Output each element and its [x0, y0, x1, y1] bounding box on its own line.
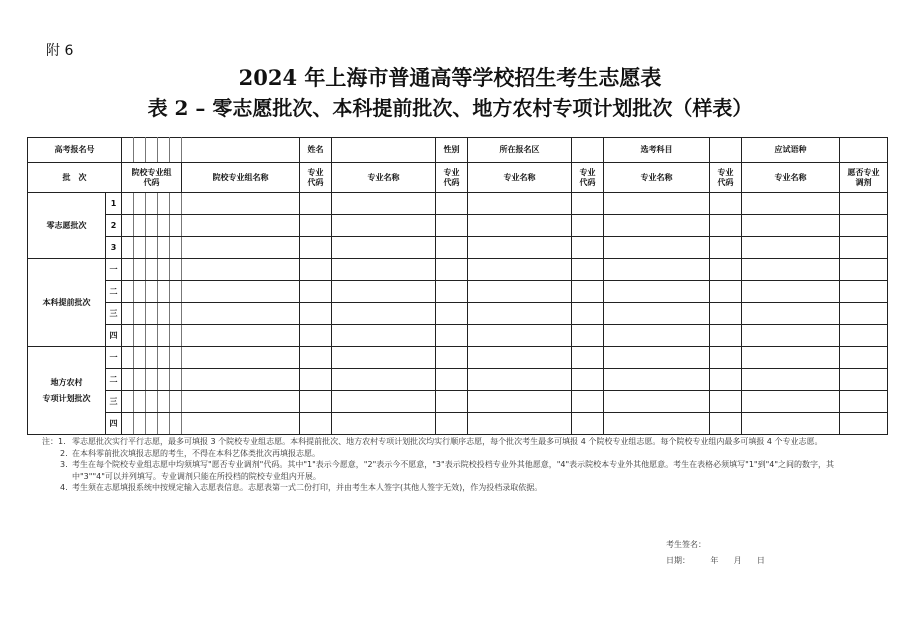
group-code-digit-cell[interactable]: [134, 237, 146, 259]
choice-row: [28, 281, 888, 303]
major-code-cell[interactable]: [300, 303, 332, 325]
major-code-cell[interactable]: [300, 237, 332, 259]
major-code-cell[interactable]: [572, 215, 604, 237]
batch-name-cell: [28, 347, 106, 435]
major-code-cell[interactable]: [572, 369, 604, 391]
group-code-digit-cell[interactable]: [134, 347, 146, 369]
major-code-header-line1: 专业: [579, 167, 596, 177]
major-name-header: 专业名称: [742, 163, 840, 193]
major-code-cell[interactable]: [572, 303, 604, 325]
choice-row: [28, 369, 888, 391]
group-code-digit-cell[interactable]: [170, 193, 182, 215]
major-name-cell[interactable]: [742, 237, 840, 259]
group-code-digit-cell[interactable]: [122, 215, 134, 237]
group-code-digit-cell[interactable]: [122, 193, 134, 215]
exam-id-digit-cell[interactable]: [134, 138, 146, 163]
group-code-digit-cell[interactable]: [146, 413, 158, 435]
major-code-cell[interactable]: [300, 347, 332, 369]
group-code-header-line2: 代码: [143, 177, 160, 187]
major-name-cell[interactable]: [742, 193, 840, 215]
notes-section: [42, 436, 842, 494]
group-code-digit-cell[interactable]: [158, 259, 170, 281]
major-code-header: [300, 163, 332, 193]
group-code-digit-cell[interactable]: [122, 259, 134, 281]
subject-field[interactable]: [710, 138, 742, 163]
group-code-digit-cell[interactable]: [122, 413, 134, 435]
major-name-cell[interactable]: [604, 369, 710, 391]
major-name-cell[interactable]: [468, 237, 572, 259]
subject-label: 选考科目: [604, 138, 710, 163]
major-name-cell[interactable]: [604, 325, 710, 347]
group-code-digit-cell[interactable]: [146, 369, 158, 391]
choice-number: 一: [106, 259, 122, 281]
district-label: 所在报名区: [468, 138, 572, 163]
group-name-cell[interactable]: [182, 325, 300, 347]
group-code-digit-cell[interactable]: [170, 347, 182, 369]
major-code-cell[interactable]: [710, 215, 742, 237]
exam-id-digit-cell[interactable]: [122, 138, 134, 163]
group-name-cell[interactable]: [182, 281, 300, 303]
choice-row: [28, 259, 888, 281]
language-label: 应试语种: [742, 138, 840, 163]
major-code-cell[interactable]: [710, 281, 742, 303]
group-code-digit-cell[interactable]: [158, 369, 170, 391]
major-code-cell[interactable]: [436, 281, 468, 303]
choice-row: [28, 303, 888, 325]
major-code-header: [710, 163, 742, 193]
major-name-cell[interactable]: [742, 391, 840, 413]
major-name-cell[interactable]: [468, 391, 572, 413]
adjust-cell[interactable]: [840, 215, 888, 237]
group-code-digit-cell[interactable]: [134, 391, 146, 413]
adjust-cell[interactable]: [840, 259, 888, 281]
choice-number: 二: [106, 369, 122, 391]
major-name-cell[interactable]: [604, 391, 710, 413]
major-code-cell[interactable]: [710, 413, 742, 435]
exam-id-digit-cell[interactable]: [158, 138, 170, 163]
adjust-cell[interactable]: [840, 303, 888, 325]
group-code-header-line1: 院校专业组: [131, 167, 172, 177]
major-code-cell[interactable]: [710, 193, 742, 215]
group-code-digit-cell[interactable]: [158, 325, 170, 347]
major-code-cell[interactable]: [572, 193, 604, 215]
group-code-digit-cell[interactable]: [146, 325, 158, 347]
major-code-cell[interactable]: [300, 391, 332, 413]
major-name-cell[interactable]: [742, 303, 840, 325]
info-row: [28, 138, 888, 163]
major-code-cell[interactable]: [436, 193, 468, 215]
group-code-digit-cell[interactable]: [146, 303, 158, 325]
group-code-digit-cell[interactable]: [158, 391, 170, 413]
group-code-digit-cell[interactable]: [170, 237, 182, 259]
major-name-cell[interactable]: [604, 259, 710, 281]
major-name-header: 专业名称: [468, 163, 572, 193]
major-code-cell[interactable]: [572, 281, 604, 303]
major-name-header: 专业名称: [604, 163, 710, 193]
group-name-cell[interactable]: [182, 259, 300, 281]
major-name-cell[interactable]: [468, 281, 572, 303]
group-name-cell[interactable]: [182, 369, 300, 391]
major-code-cell[interactable]: [436, 259, 468, 281]
batch-name-line: 专项计划批次: [42, 393, 91, 403]
note-number: 3.: [60, 460, 68, 470]
major-code-cell[interactable]: [572, 347, 604, 369]
major-code-cell[interactable]: [710, 391, 742, 413]
major-name-cell[interactable]: [332, 281, 436, 303]
choice-number: 四: [106, 413, 122, 435]
major-code-cell[interactable]: [710, 259, 742, 281]
major-name-cell[interactable]: [468, 347, 572, 369]
batch-header: 批 次: [28, 163, 122, 193]
major-name-cell[interactable]: [332, 193, 436, 215]
major-name-cell[interactable]: [604, 413, 710, 435]
major-name-cell[interactable]: [332, 303, 436, 325]
group-code-digit-cell[interactable]: [158, 413, 170, 435]
major-name-cell[interactable]: [604, 215, 710, 237]
group-code-digit-cell[interactable]: [146, 347, 158, 369]
exam-id-field[interactable]: [182, 138, 300, 163]
group-code-digit-cell[interactable]: [146, 391, 158, 413]
major-name-cell[interactable]: [332, 215, 436, 237]
group-code-digit-cell[interactable]: [170, 369, 182, 391]
major-name-cell[interactable]: [468, 215, 572, 237]
major-code-header-line1: 专业: [717, 167, 734, 177]
group-code-digit-cell[interactable]: [170, 215, 182, 237]
group-code-digit-cell[interactable]: [158, 193, 170, 215]
form-title: 2024 年上海市普通高等学校招生考生志愿表: [238, 65, 662, 90]
choice-row: [28, 347, 888, 369]
note-number: 2.: [60, 448, 68, 458]
date-label: 日期：: [666, 556, 690, 565]
major-code-cell[interactable]: [300, 281, 332, 303]
major-code-cell[interactable]: [710, 369, 742, 391]
major-name-cell[interactable]: [742, 325, 840, 347]
year-label: 年: [710, 556, 719, 565]
major-name-cell[interactable]: [468, 325, 572, 347]
adjust-cell[interactable]: [840, 413, 888, 435]
major-name-cell[interactable]: [742, 369, 840, 391]
group-code-digit-cell[interactable]: [158, 281, 170, 303]
language-field[interactable]: [840, 138, 888, 163]
major-name-cell[interactable]: [332, 413, 436, 435]
batch-name-line: 零志愿批次: [46, 220, 87, 230]
major-name-cell[interactable]: [742, 215, 840, 237]
major-name-cell[interactable]: [742, 347, 840, 369]
group-code-digit-cell[interactable]: [122, 391, 134, 413]
choice-number: 四: [106, 325, 122, 347]
major-code-cell[interactable]: [436, 215, 468, 237]
group-name-cell[interactable]: [182, 347, 300, 369]
signature-row: [666, 537, 765, 553]
group-code-digit-cell[interactable]: [134, 215, 146, 237]
major-name-cell[interactable]: [468, 193, 572, 215]
gender-label: 性别: [436, 138, 468, 163]
major-code-header-line1: 专业: [307, 167, 324, 177]
major-name-cell[interactable]: [332, 259, 436, 281]
group-code-digit-cell[interactable]: [122, 325, 134, 347]
district-field[interactable]: [572, 138, 604, 163]
adjust-cell[interactable]: [840, 281, 888, 303]
group-code-digit-cell[interactable]: [158, 347, 170, 369]
day-label: 日: [756, 556, 765, 565]
group-code-digit-cell[interactable]: [146, 281, 158, 303]
group-name-cell[interactable]: [182, 237, 300, 259]
choice-number: 二: [106, 281, 122, 303]
major-name-cell[interactable]: [332, 237, 436, 259]
adjust-cell[interactable]: [840, 237, 888, 259]
signature-block: [666, 537, 765, 569]
major-code-cell[interactable]: [572, 413, 604, 435]
group-code-digit-cell[interactable]: [134, 325, 146, 347]
major-name-cell[interactable]: [332, 347, 436, 369]
major-code-cell[interactable]: [710, 347, 742, 369]
group-name-cell[interactable]: [182, 391, 300, 413]
group-code-digit-cell[interactable]: [134, 259, 146, 281]
application-form-table: [27, 137, 888, 435]
major-code-cell[interactable]: [710, 237, 742, 259]
group-code-digit-cell[interactable]: [170, 325, 182, 347]
major-code-cell[interactable]: [300, 215, 332, 237]
note-text: 考生须在志愿填报系统中按规定输入志愿表信息。志愿表第一式二份打印，并由考生本人签字(其他人签字无效)，作为投档录取依据。: [72, 483, 543, 493]
group-code-digit-cell[interactable]: [134, 281, 146, 303]
choice-number: 1: [106, 193, 122, 215]
major-code-cell[interactable]: [436, 303, 468, 325]
major-code-cell[interactable]: [300, 193, 332, 215]
note-number: 注：1.: [42, 437, 66, 446]
group-code-digit-cell[interactable]: [122, 347, 134, 369]
choice-number: 三: [106, 303, 122, 325]
group-code-digit-cell[interactable]: [134, 303, 146, 325]
major-name-cell[interactable]: [604, 281, 710, 303]
signature-label: 考生签名：: [666, 540, 706, 549]
note-text: 在本科零前批次填报志愿的考生，不得在本科艺体类批次再填报志愿。: [72, 448, 320, 458]
major-code-cell[interactable]: [572, 237, 604, 259]
batch-name-cell: [28, 259, 106, 347]
group-code-digit-cell[interactable]: [134, 193, 146, 215]
batch-name-cell: [28, 193, 106, 259]
group-code-digit-cell[interactable]: [170, 303, 182, 325]
major-code-cell[interactable]: [300, 413, 332, 435]
group-code-digit-cell[interactable]: [170, 413, 182, 435]
major-name-cell[interactable]: [742, 413, 840, 435]
batch-name-line: 本科提前批次: [42, 297, 91, 307]
note-number: 4.: [60, 483, 68, 493]
major-code-header-line2: 代码: [579, 177, 596, 187]
major-code-header-line2: 代码: [717, 177, 734, 187]
major-code-header: [436, 163, 468, 193]
batch-name-line: 地方农村: [50, 377, 83, 387]
exam-id-digit-cell[interactable]: [146, 138, 158, 163]
name-field[interactable]: [332, 138, 436, 163]
choice-number: 一: [106, 347, 122, 369]
group-name-cell[interactable]: [182, 303, 300, 325]
adjust-cell[interactable]: [840, 325, 888, 347]
adjust-cell[interactable]: [840, 391, 888, 413]
major-code-cell[interactable]: [710, 325, 742, 347]
choice-row: [28, 413, 888, 435]
group-code-digit-cell[interactable]: [134, 369, 146, 391]
note-item: [42, 448, 842, 460]
group-code-digit-cell[interactable]: [146, 215, 158, 237]
major-name-cell[interactable]: [468, 413, 572, 435]
adjust-header-line1: 愿否专业: [847, 167, 880, 177]
group-code-digit-cell[interactable]: [122, 369, 134, 391]
major-code-cell[interactable]: [436, 347, 468, 369]
choice-row: [28, 325, 888, 347]
adjust-header: [840, 163, 888, 193]
major-code-header-line1: 专业: [443, 167, 460, 177]
major-code-header-line2: 代码: [307, 177, 324, 187]
group-code-digit-cell[interactable]: [122, 303, 134, 325]
choice-row: [28, 193, 888, 215]
attachment-label: 附 6: [46, 43, 74, 59]
note-text: 考生在每个院校专业组志愿中均须填写"愿否专业调剂"代码。其中"1"表示今愿意，"2"表示今不愿意，"3"表示院校投档专业外其他愿意，"4"表示院校本专业外其他愿意。考生在表格必须填写"1"到"4"之间的数字，其中"3""4"可以并列填写。专业调剂只能在所投档的院校专业组内开展。: [72, 460, 835, 481]
group-name-cell[interactable]: [182, 193, 300, 215]
major-name-cell[interactable]: [468, 303, 572, 325]
group-code-digit-cell[interactable]: [134, 413, 146, 435]
note-text: 零志愿批次实行平行志愿，最多可填报 3 个院校专业组志愿。本科提前批次、地方农村专项计划批次均实行顺序志愿，每个批次考生最多可填报 4 个院校专业组志愿。每个院校专业组内最多可填报 4 个专业志愿。: [72, 437, 823, 446]
note-item: [42, 459, 842, 482]
note-item: [42, 436, 842, 448]
month-label: 月: [733, 556, 742, 565]
adjust-cell[interactable]: [840, 347, 888, 369]
date-row: [666, 553, 765, 569]
major-name-cell[interactable]: [468, 259, 572, 281]
exam-id-digit-cell[interactable]: [170, 138, 182, 163]
group-name-cell[interactable]: [182, 413, 300, 435]
choice-number: 2: [106, 215, 122, 237]
group-code-digit-cell[interactable]: [146, 193, 158, 215]
group-code-digit-cell[interactable]: [146, 237, 158, 259]
major-code-cell[interactable]: [572, 391, 604, 413]
exam-id-label: 高考报名号: [28, 138, 122, 163]
major-name-cell[interactable]: [332, 325, 436, 347]
name-label: 姓名: [300, 138, 332, 163]
choice-number: 3: [106, 237, 122, 259]
note-item: [42, 482, 842, 494]
choice-row: [28, 391, 888, 413]
group-code-digit-cell[interactable]: [146, 259, 158, 281]
major-code-header-line2: 代码: [443, 177, 460, 187]
group-code-header: [122, 163, 182, 193]
major-code-cell[interactable]: [436, 237, 468, 259]
major-code-cell[interactable]: [300, 369, 332, 391]
group-code-digit-cell[interactable]: [170, 391, 182, 413]
major-code-cell[interactable]: [436, 413, 468, 435]
major-code-cell[interactable]: [572, 259, 604, 281]
major-name-cell[interactable]: [742, 281, 840, 303]
major-code-cell[interactable]: [300, 259, 332, 281]
group-code-digit-cell[interactable]: [158, 215, 170, 237]
group-code-digit-cell[interactable]: [170, 281, 182, 303]
major-name-cell[interactable]: [332, 369, 436, 391]
major-code-header: [572, 163, 604, 193]
group-code-digit-cell[interactable]: [170, 259, 182, 281]
major-code-cell[interactable]: [436, 391, 468, 413]
group-code-digit-cell[interactable]: [158, 303, 170, 325]
major-code-cell[interactable]: [436, 325, 468, 347]
group-code-digit-cell[interactable]: [158, 237, 170, 259]
choice-row: [28, 237, 888, 259]
adjust-header-line2: 调剂: [855, 177, 872, 187]
major-name-cell[interactable]: [742, 259, 840, 281]
choice-number: 三: [106, 391, 122, 413]
group-code-digit-cell[interactable]: [122, 281, 134, 303]
group-code-digit-cell[interactable]: [122, 237, 134, 259]
major-code-cell[interactable]: [710, 303, 742, 325]
adjust-cell[interactable]: [840, 369, 888, 391]
major-code-cell[interactable]: [572, 325, 604, 347]
major-code-cell[interactable]: [300, 325, 332, 347]
major-name-cell[interactable]: [604, 347, 710, 369]
header-row: [28, 163, 888, 193]
major-code-cell[interactable]: [436, 369, 468, 391]
choice-row: [28, 215, 888, 237]
group-name-cell[interactable]: [182, 215, 300, 237]
adjust-cell[interactable]: [840, 193, 888, 215]
major-name-cell[interactable]: [604, 193, 710, 215]
form-subtitle: 表 2 – 零志愿批次、本科提前批次、地方农村专项计划批次（样表）: [147, 96, 753, 120]
major-name-header: 专业名称: [332, 163, 436, 193]
major-name-cell[interactable]: [468, 369, 572, 391]
major-name-cell[interactable]: [604, 303, 710, 325]
major-name-cell[interactable]: [332, 391, 436, 413]
group-name-header: 院校专业组名称: [182, 163, 300, 193]
major-name-cell[interactable]: [604, 237, 710, 259]
